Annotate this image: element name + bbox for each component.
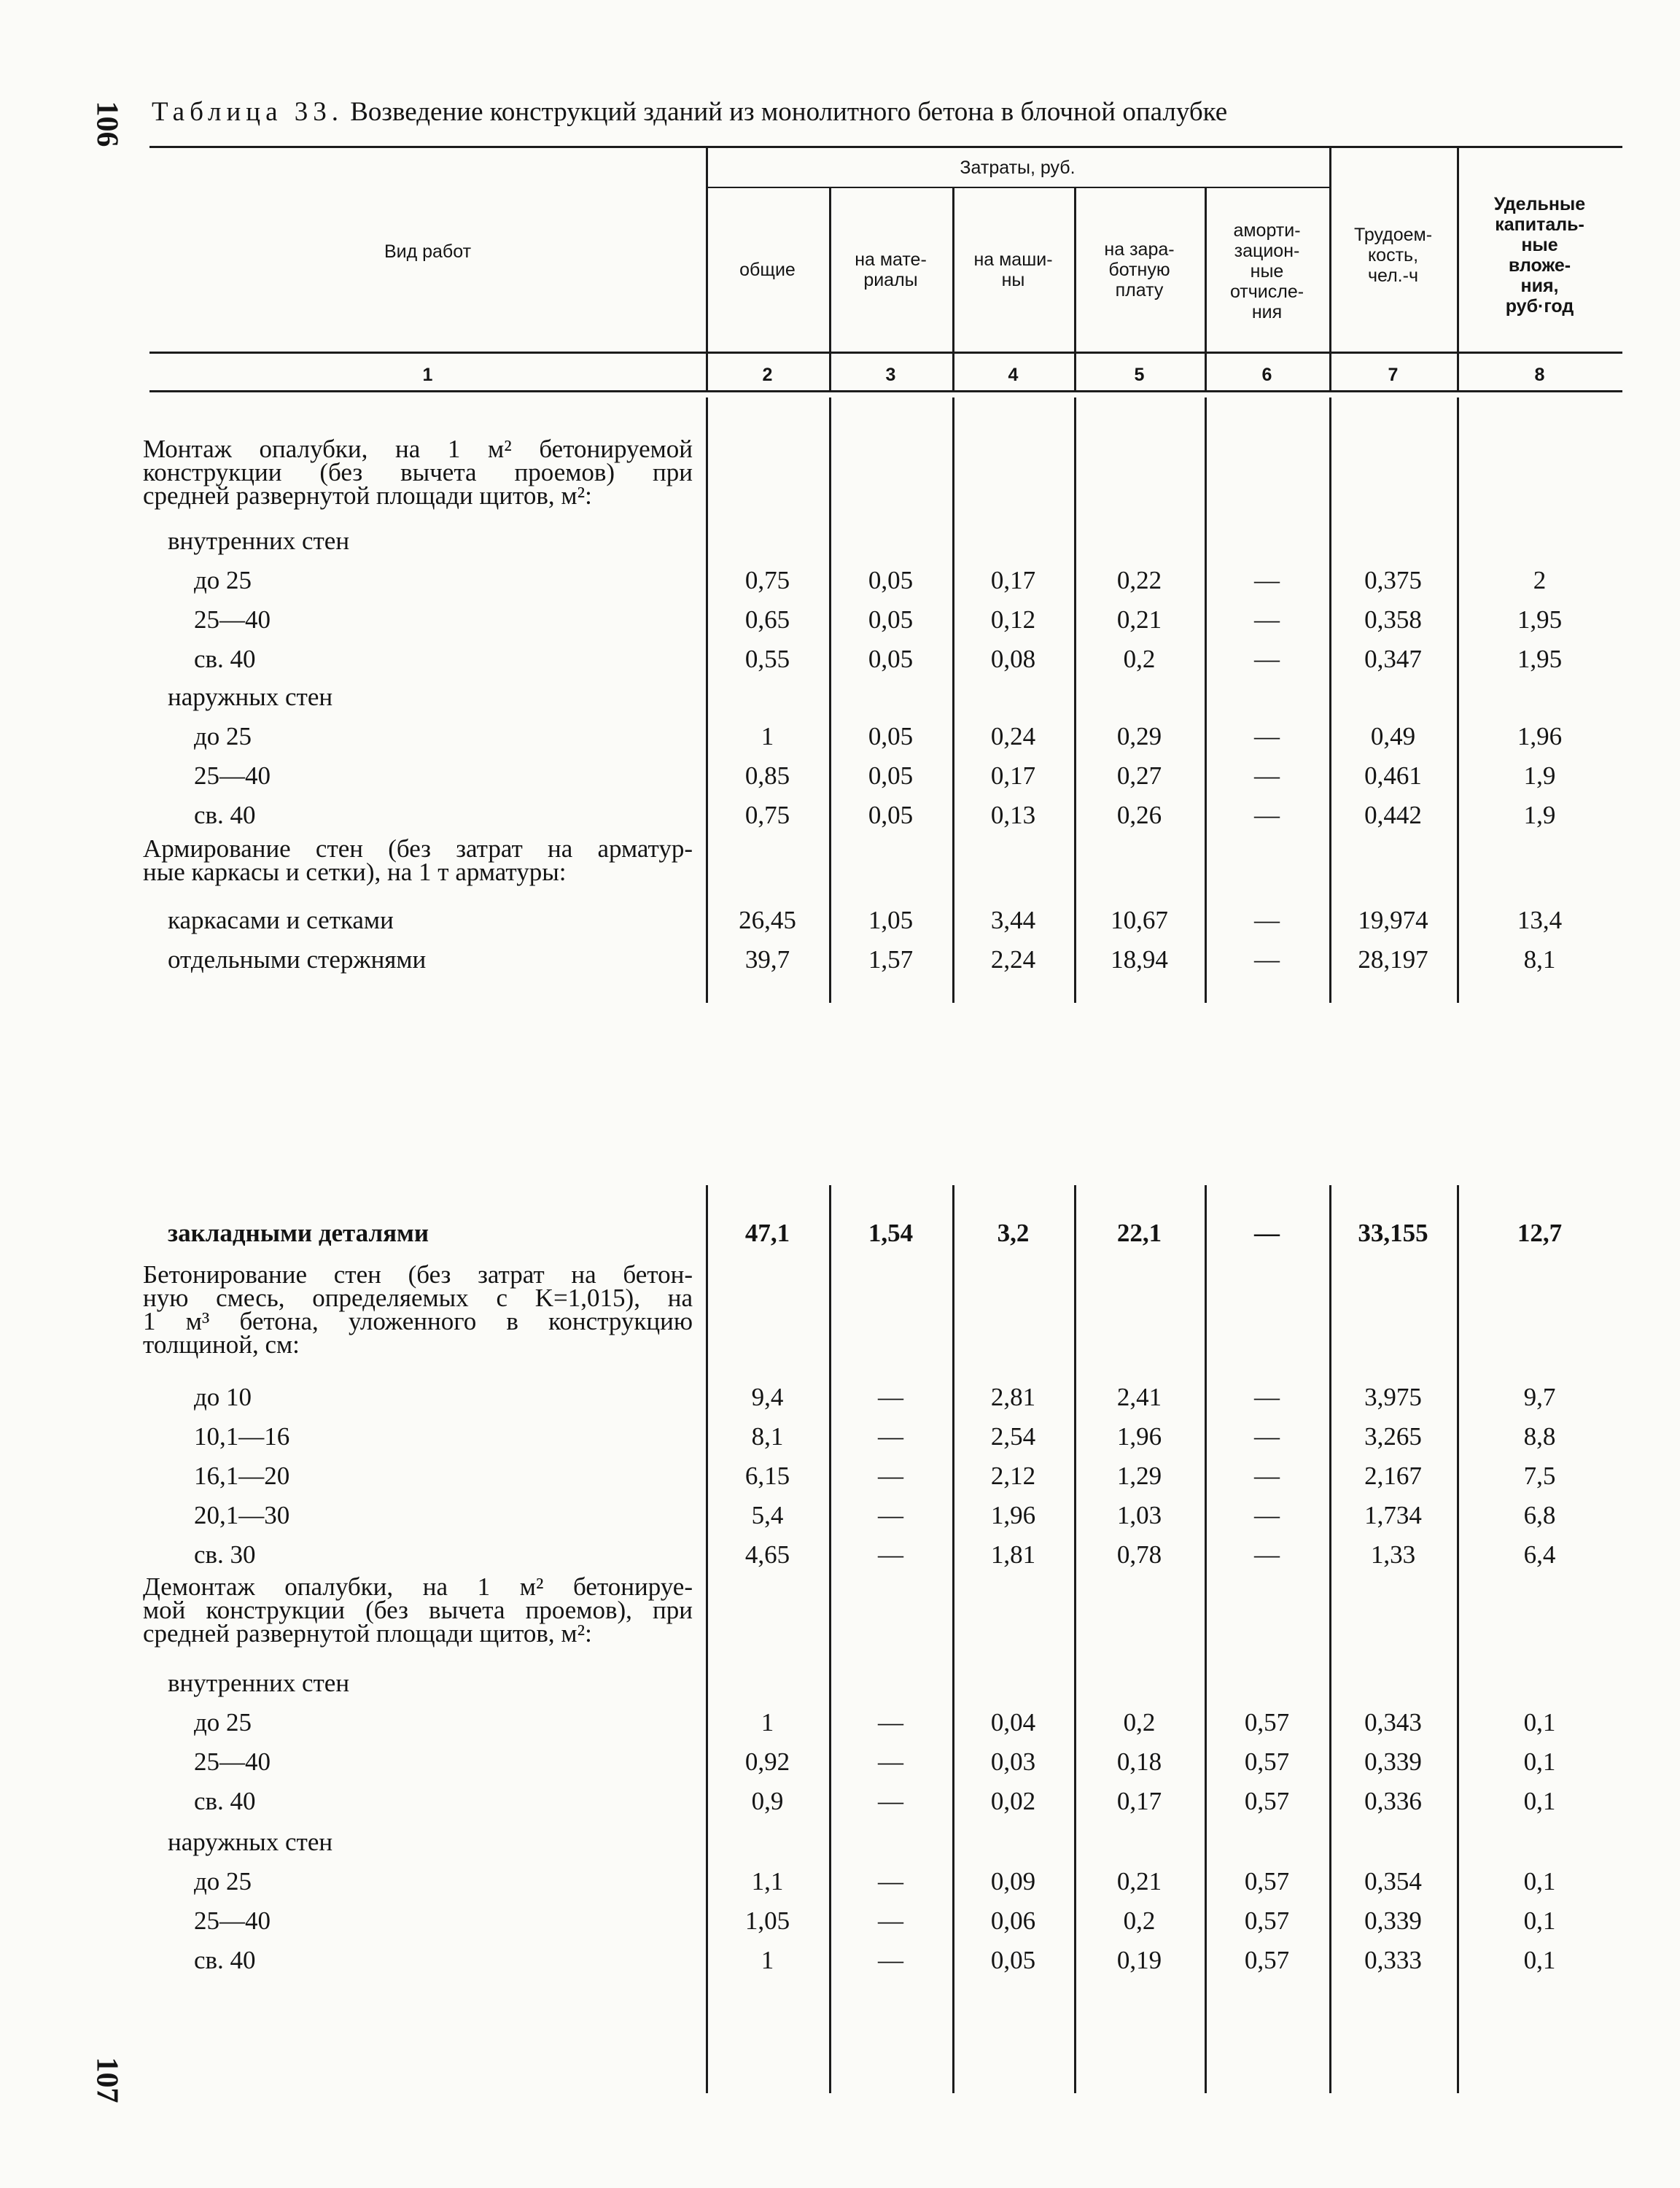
page-number-top: 106 [90, 101, 124, 147]
row-value: — [878, 1867, 903, 1896]
row-value: 0,2 [1123, 1906, 1156, 1935]
row-label: до 25 [194, 1708, 252, 1737]
row-value: 0,1 [1523, 1867, 1556, 1896]
row-value: 0,05 [868, 645, 914, 673]
row-value: 2,12 [990, 1462, 1036, 1490]
row-label: до 25 [194, 566, 252, 594]
row-label: св. 40 [194, 1946, 256, 1974]
row-value: 0,17 [990, 761, 1036, 790]
row-value: 0,05 [868, 566, 914, 594]
row-value: 0,358 [1364, 605, 1422, 634]
row-value: 0,09 [990, 1867, 1036, 1896]
armir-heading: Армирование стен (без затрат на арматур- ные каркасы и сетки), на 1 т арматуры: [143, 834, 693, 886]
row-value: 1,05 [744, 1906, 790, 1935]
table-title-prefix: Таблица 33. [152, 97, 343, 127]
row-value: 0,08 [990, 645, 1036, 673]
page-number-bottom: 107 [90, 2057, 124, 2103]
row-value: — [878, 1708, 903, 1737]
row-value: 2,41 [1116, 1383, 1162, 1411]
row-value: 0,18 [1116, 1747, 1162, 1776]
table-title-text: Возведение конструкций зданий из монолитного бетона в блочной опалубке [350, 97, 1228, 127]
row-value: 0,57 [1244, 1906, 1290, 1935]
row-value: 26,45 [739, 906, 796, 934]
row-value: 0,05 [868, 722, 914, 750]
row-value: 1,96 [1517, 722, 1563, 750]
row-value: 0,03 [990, 1747, 1036, 1776]
row-value: 5,4 [751, 1501, 784, 1529]
row-value: 0,1 [1523, 1906, 1556, 1935]
row-value: 0,13 [990, 801, 1036, 829]
table-row [0, 1378, 1680, 1418]
row-value: 1,33 [1370, 1540, 1416, 1569]
row-label: до 25 [194, 722, 252, 750]
table-row [0, 1782, 1680, 1822]
row-value: 1,96 [990, 1501, 1036, 1529]
row-value: — [1254, 761, 1280, 790]
row-value: 0,04 [990, 1708, 1036, 1737]
subheading-naruzh: наружных стен [168, 683, 333, 711]
row-label: 20,1—30 [194, 1501, 290, 1529]
col-number: 3 [885, 365, 896, 385]
header-zatraty: Затраты, руб. [960, 158, 1076, 178]
row-value: 0,17 [1116, 1787, 1162, 1815]
row-value: 0,05 [868, 605, 914, 634]
table-row [0, 1902, 1680, 1941]
row-value: 0,2 [1123, 1708, 1156, 1737]
row-value: 0,1 [1523, 1787, 1556, 1815]
row-value: 0,21 [1116, 1867, 1162, 1896]
col-number: 7 [1388, 365, 1399, 385]
row-value: 0,9 [751, 1787, 784, 1815]
row-value: 0,05 [868, 801, 914, 829]
row-value: 39,7 [744, 945, 790, 974]
table-row [0, 601, 1680, 640]
row-label: 10,1—16 [194, 1422, 290, 1451]
header-obshie: общие [739, 260, 796, 280]
table-row [0, 562, 1680, 601]
table-row [0, 718, 1680, 757]
row-value: 1,95 [1517, 645, 1563, 673]
row-value: 3,975 [1364, 1383, 1422, 1411]
row-value: 1 [761, 722, 774, 750]
row-value: 1,734 [1364, 1501, 1422, 1529]
row-label: 25—40 [194, 761, 271, 790]
row-label: св. 40 [194, 645, 256, 673]
row-value: 2 [1533, 566, 1547, 594]
row-value: 0,57 [1244, 1867, 1290, 1896]
row-value: 1,95 [1517, 605, 1563, 634]
row-value: 8,1 [751, 1422, 784, 1451]
row-value: 1,03 [1116, 1501, 1162, 1529]
row-value: 9,7 [1523, 1383, 1556, 1411]
row-value: 1,96 [1116, 1422, 1162, 1451]
table-title [152, 96, 1227, 128]
table-row [0, 757, 1680, 796]
row-value: 0,06 [990, 1906, 1036, 1935]
row-value: 0,78 [1116, 1540, 1162, 1569]
header-bottom-rule [149, 352, 1622, 354]
header-trud: Трудоем- кость, чел.-ч [1353, 225, 1433, 286]
row-value: 2,54 [990, 1422, 1036, 1451]
header-amort: аморти- зацион- ные отчисле- ния [1229, 220, 1304, 322]
row-value: — [1254, 1383, 1280, 1411]
row-label: св. 40 [194, 1787, 256, 1815]
subheading-vnutr-2: внутренних стен [168, 1669, 350, 1697]
row-value: 28,197 [1358, 945, 1428, 974]
row-label: до 10 [194, 1383, 252, 1411]
row-value: 0,1 [1523, 1708, 1556, 1737]
row-value: 0,57 [1244, 1946, 1290, 1974]
row-value: 0,461 [1364, 761, 1422, 790]
header-vid-rabot: Вид работ [384, 241, 472, 262]
table-row [0, 1536, 1680, 1575]
row-value: 0,05 [990, 1946, 1036, 1974]
row-value: 0,75 [744, 566, 790, 594]
row-value: 6,15 [744, 1462, 790, 1490]
row-label: 25—40 [194, 1906, 271, 1935]
row-value: 3,265 [1364, 1422, 1422, 1451]
row-value: — [878, 1501, 903, 1529]
row-value: 0,339 [1364, 1747, 1422, 1776]
row-value: — [878, 1787, 903, 1815]
row-value: — [878, 1540, 903, 1569]
row-value: 0,55 [744, 645, 790, 673]
row-value: 1,9 [1523, 761, 1556, 790]
row-value: 3,44 [990, 906, 1036, 934]
table-row-zaklad: закладными деталями 47,1 1,54 3,2 22,1 — 33,155 12,7 [168, 1219, 1563, 1247]
row-label: 16,1—20 [194, 1462, 290, 1490]
row-value: 2,81 [990, 1383, 1036, 1411]
row-value: 0,29 [1116, 722, 1162, 750]
row-value: 4,65 [744, 1540, 790, 1569]
col-number: 2 [762, 365, 773, 385]
row-value: 0,333 [1364, 1946, 1422, 1974]
row-value: — [878, 1422, 903, 1451]
colnum-bottom-rule [149, 390, 1622, 392]
col-number: 1 [422, 365, 433, 385]
table-row [0, 1418, 1680, 1457]
col-number: 6 [1261, 365, 1272, 385]
row-value: 0,92 [744, 1747, 790, 1776]
row-value: 0,24 [990, 722, 1036, 750]
row-value: — [1254, 645, 1280, 673]
row-value: 0,442 [1364, 801, 1422, 829]
row-value: 1,9 [1523, 801, 1556, 829]
row-label: 25—40 [194, 605, 271, 634]
row-value: 0,375 [1364, 566, 1422, 594]
table-row [0, 640, 1680, 680]
row-value: 8,8 [1523, 1422, 1556, 1451]
row-value: 19,974 [1358, 906, 1428, 934]
row-value: 0,1 [1523, 1747, 1556, 1776]
row-value: 0,02 [990, 1787, 1036, 1815]
row-value: 1,29 [1116, 1462, 1162, 1490]
header-mashiny: на маши- ны [973, 249, 1053, 290]
row-value: — [1254, 605, 1280, 634]
row-value: 10,67 [1111, 906, 1168, 934]
table-row [0, 1743, 1680, 1782]
row-value: 0,339 [1364, 1906, 1422, 1935]
row-value: 0,12 [990, 605, 1036, 634]
table-row [0, 1497, 1680, 1536]
row-value: 0,17 [990, 566, 1036, 594]
row-value: — [1254, 1540, 1280, 1569]
row-value: 2,167 [1364, 1462, 1422, 1490]
row-value: 0,1 [1523, 1946, 1556, 1974]
header-udeln: Удельные капиталь- ные вложе- ния, руб·год [1493, 194, 1586, 317]
table-row [0, 1941, 1680, 1981]
row-label: св. 40 [194, 801, 256, 829]
row-value: 1,05 [868, 906, 914, 934]
row-value: 18,94 [1111, 945, 1168, 974]
row-value: 0,22 [1116, 566, 1162, 594]
beton-heading: Бетонирование стен (без затрат на бетон- ную смесь, определяемых с K=1,015), на 1 м³ бетона, уложенного в конструкцию толщиной, см: [143, 1260, 693, 1359]
row-value: 0,26 [1116, 801, 1162, 829]
row-value: 1 [761, 1946, 774, 1974]
row-value: — [878, 1946, 903, 1974]
row-value: 2,24 [990, 945, 1036, 974]
table-row [0, 1704, 1680, 1743]
subheading-naruzh-2: наружных стен [168, 1828, 333, 1856]
zatraty-underline [706, 187, 1329, 188]
row-value: 0,336 [1364, 1787, 1422, 1815]
row-label: св. 30 [194, 1540, 256, 1569]
table-row [0, 796, 1680, 836]
row-value: 0,85 [744, 761, 790, 790]
row-value: — [1254, 906, 1280, 934]
row-value: 0,05 [868, 761, 914, 790]
row-value: 7,5 [1523, 1462, 1556, 1490]
row-value: 0,65 [744, 605, 790, 634]
row-value: — [1254, 566, 1280, 594]
row-value: 0,343 [1364, 1708, 1422, 1737]
table-row [0, 1457, 1680, 1497]
row-value: — [1254, 722, 1280, 750]
row-value: — [1254, 1462, 1280, 1490]
row-value: 8,1 [1523, 945, 1556, 974]
row-value: 0,75 [744, 801, 790, 829]
row-value: 0,27 [1116, 761, 1162, 790]
row-value: 6,4 [1523, 1540, 1556, 1569]
header-top-rule [149, 146, 1622, 148]
row-label: отдельными стержнями [168, 945, 427, 974]
row-value: 1,57 [868, 945, 914, 974]
row-value: — [1254, 945, 1280, 974]
header-materialy: на мате- риалы [855, 249, 927, 290]
row-value: 1,1 [751, 1867, 784, 1896]
montazh-heading: Монтаж опалубки, на 1 м² бетонируемой конструкции (без вычета проемов) при средней развернутой площади щитов, м²: [143, 435, 693, 510]
table-row [0, 901, 1680, 941]
row-value: 0,57 [1244, 1787, 1290, 1815]
row-value: 1,81 [990, 1540, 1036, 1569]
subheading-vnutr: внутренних стен [168, 527, 350, 555]
row-value: — [1254, 1501, 1280, 1529]
row-value: 0,57 [1244, 1708, 1290, 1737]
row-label: каркасами и сетками [168, 906, 394, 934]
row-value: 0,57 [1244, 1747, 1290, 1776]
row-value: — [878, 1383, 903, 1411]
row-value: — [878, 1906, 903, 1935]
col-number: 8 [1534, 365, 1545, 385]
table-row [0, 941, 1680, 980]
row-value: 0,21 [1116, 605, 1162, 634]
row-value: — [878, 1747, 903, 1776]
col-number: 5 [1134, 365, 1145, 385]
row-value: 0,347 [1364, 645, 1422, 673]
row-label: 25—40 [194, 1747, 271, 1776]
header-zarplata: на зара- ботную плату [1104, 239, 1175, 300]
row-value: 13,4 [1517, 906, 1563, 934]
row-value: 9,4 [751, 1383, 784, 1411]
row-label: до 25 [194, 1867, 252, 1896]
row-value: — [878, 1462, 903, 1490]
row-value: — [1254, 1422, 1280, 1451]
table-row [0, 1863, 1680, 1902]
row-value: 6,8 [1523, 1501, 1556, 1529]
row-value: 0,49 [1370, 722, 1416, 750]
row-value: 0,19 [1116, 1946, 1162, 1974]
row-value: 1 [761, 1708, 774, 1737]
row-value: 0,354 [1364, 1867, 1422, 1896]
demontazh-heading: Демонтаж опалубки, на 1 м² бетонируе- мой конструкции (без вычета проемов), при средней развернутой площади щитов, м²: [143, 1572, 693, 1648]
row-value: — [1254, 801, 1280, 829]
col-number: 4 [1008, 365, 1019, 385]
row-value: 0,2 [1123, 645, 1156, 673]
